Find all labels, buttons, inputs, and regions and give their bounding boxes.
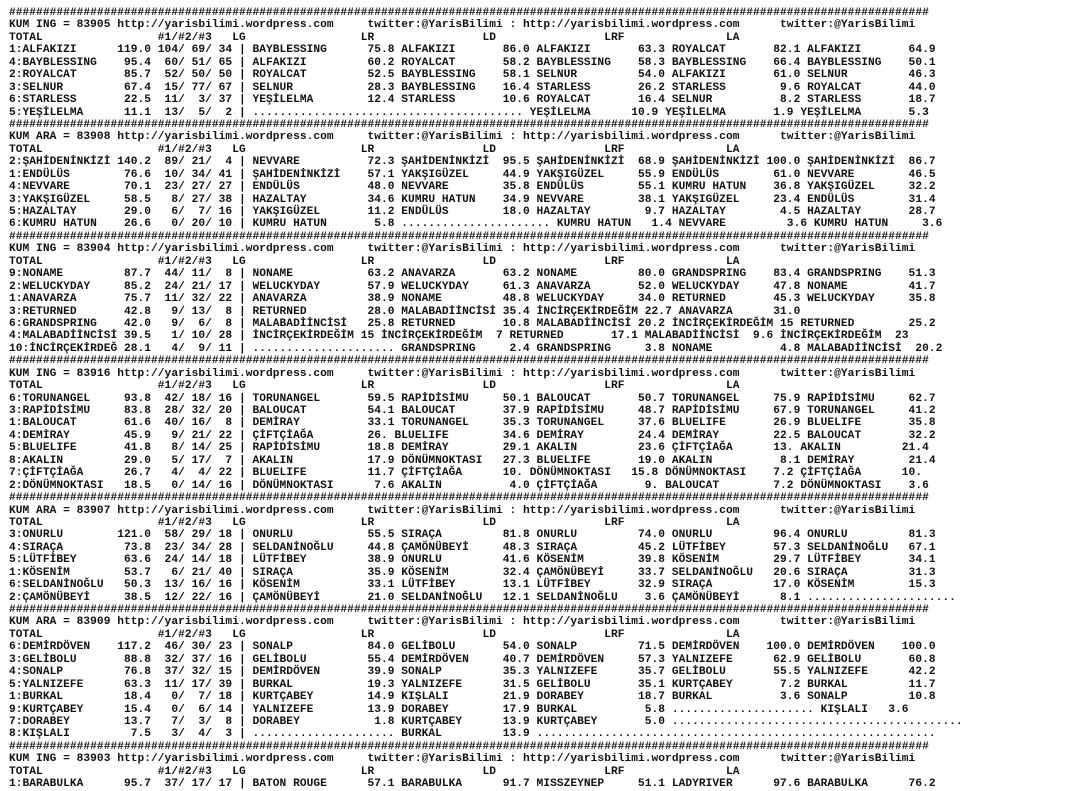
- table-row: 6:KUMRU HATUN 26.6 0/ 20/ 10 | KUMRU HATUN 5.8 ...................... KUMRU HATUN 1.4 NEVVARE 3.6 KUMRU HATUN 3.6: [9, 218, 943, 231]
- table-row: 2:ROYALCAT 85.7 52/ 50/ 50 | ROYALCAT 52.5 BAYBLESSING 58.1 SELNUR 54.0 ALFAKIZI 61.0 SELNUR 46.3: [9, 69, 936, 82]
- separator-line: ########################################################################################################################################: [9, 604, 929, 616]
- table-row: 6:TORUNANGEL 93.8 42/ 18/ 16 | TORUNANGEL 59.5 RAPİDİSİMU 50.1 BALOUCAT 50.7 TORUNANGEL 75.9 RAPİDİSİMU 62.7: [9, 392, 936, 405]
- column-header: TOTAL #1/#2/#3 LG LR LD LRF LA: [9, 255, 740, 268]
- table-row: 4:DEMİRAY 45.9 9/ 21/ 22 | ÇİFTÇİAĞA 26. BLUELIFE 34.6 DEMİRAY 24.4 DEMİRAY 22.5 BALOUCAT 32.2: [9, 429, 936, 442]
- separator-line: ########################################################################################################################################: [9, 118, 929, 131]
- table-row: 5:LÜTFİBEY 63.6 24/ 14/ 18 | LÜTFİBEY 38.9 ONURLU 41.6 KÖSENİM 39.8 KÖSENİM 29.7 LÜTFİBEY 34.1: [9, 554, 936, 567]
- separator-line: ########################################################################################################################################: [9, 355, 929, 368]
- table-row: 5:YALNIZEFE 63.3 11/ 17/ 39 | BURKAL 19.3 YALNIZEFE 31.5 GELİBOLU 35.1 KURTÇABEY 7.2 BURKAL 11.7: [9, 678, 936, 691]
- table-row: 1:ANAVARZA 75.7 11/ 32/ 22 | ANAVARZA 38.9 NONAME 48.8 WELUCKYDAY 34.0 RETURNED 45.3 WELUCKYDAY 35.8: [9, 293, 936, 306]
- race-header: KUM ING = 83904 http://yarisbilimi.wordpress.com twitter:@YarisBilimi : http://yarisbilimi.wordpress.com twitter:@YarisBilimi: [9, 243, 916, 256]
- table-row: 4:MALABADİİNCİSİ 39.5 1/ 10/ 28 | İNCİRÇEKİRDEĞİM 15 İNCİRÇEKİRDEĞİM 7 RETURNED 17.1 MALABADİİNCİSİ 9.6 İNCİRÇEKİRDEĞİM 23: [9, 330, 909, 343]
- column-header: TOTAL #1/#2/#3 LG LR LD LRF LA: [9, 516, 740, 529]
- table-row: 7:ÇİFTÇİAĞA 26.7 4/ 4/ 22 | BLUELIFE 11.7 ÇİFTÇİAĞA 10. DÖNÜMNOKTASI 15.8 DÖNÜMNOKTASI 7.2 ÇİFTÇİAĞA 10.: [9, 467, 923, 480]
- table-row: 5:YEŞİLELMA 11.1 13/ 5/ 2 | ........................................ YEŞİLELMA 10.9 YEŞİLELMA 1.9 YEŞİLELMA 5.3: [9, 106, 929, 119]
- table-row: 6:DEMİRDÖVEN 117.2 46/ 30/ 23 | SONALP 84.0 GELİBOLU 54.0 SONALP 71.5 DEMİRDÖVEN 100.0 DEMİRDÖVEN 100.0: [9, 641, 936, 654]
- table-row: 6:GRANDSPRING 42.0 9/ 6/ 8 | MALABADİİNCİSİ 25.8 RETURNED 10.8 MALABADİİNCİSİ 20.2 İNCİRÇEKİRDEĞİM 15 RETURNED 25.2: [9, 317, 936, 330]
- table-row: 3:RETURNED 42.8 9/ 13/ 8 | RETURNED 28.0 MALABADİİNCİSİ 35.4 İNCİRÇEKİRDEĞİM 22.7 ANAVARZA 31.0: [9, 305, 801, 318]
- separator-line: ########################################################################################################################################: [9, 7, 929, 19]
- table-row: 9:NONAME 87.7 44/ 11/ 8 | NONAME 63.2 ANAVARZA 63.2 NONAME 80.0 GRANDSPRING 83.4 GRANDSPRING 51.3: [9, 268, 936, 281]
- table-row: 1:KÖSENİM 53.7 6/ 21/ 40 | SIRAÇA 35.9 KÖSENİM 32.4 ÇAMÖNÜBEYİ 33.7 SELDANİNOĞLU 20.6 SIRAÇA 31.3: [9, 566, 936, 579]
- table-row: 1:ALFAKIZI 119.0 104/ 69/ 34 | BAYBLESSING 75.8 ALFAKIZI 86.0 ALFAKIZI 63.3 ROYALCAT 82.1 ALFAKIZI 64.9: [9, 44, 936, 57]
- table-row: 1:BARABULKA 95.7 37/ 17/ 17 | BATON ROUGE 57.1 BARABULKA 91.7 MISSZEYNEP 51.1 LADYRIVER 97.6 BARABULKA 76.2: [9, 778, 936, 791]
- race-header: KUM ARA = 83907 http://yarisbilimi.wordpress.com twitter:@YarisBilimi : http://yarisbilimi.wordpress.com twitter:@YarisBilimi: [9, 504, 916, 517]
- table-row: 7:DORABEY 13.7 7/ 3/ 8 | DORABEY 1.8 KURTÇABEY 13.9 KURTÇABEY 5.0 ...........................................: [9, 715, 963, 728]
- table-row: 5:BLUELIFE 41.8 8/ 14/ 25 | RAPİDİSİMU 18.8 DEMİRAY 29.1 AKALIN 23.6 ÇİFTÇİAĞA 13. AKALIN 21.4: [9, 442, 929, 455]
- race-header: KUM ARA = 83908 http://yarisbilimi.wordpress.com twitter:@YarisBilimi : http://yarisbilimi.wordpress.com twitter:@YarisBilimi: [9, 131, 916, 144]
- separator-line: ########################################################################################################################################: [9, 230, 929, 243]
- table-row: 6:SELDANİNOĞLU 50.3 13/ 16/ 16 | KÖSENİM 33.1 LÜTFİBEY 13.1 LÜTFİBEY 32.9 SIRAÇA 17.0 KÖSENİM 15.3: [9, 579, 936, 592]
- race-header: KUM ING = 83905 http://yarisbilimi.wordpress.com twitter:@YarisBilimi : http://yarisbilimi.wordpress.com twitter:@YarisBilimi: [9, 19, 916, 32]
- table-row: 10:İNCİRÇEKİRDEĞ 28.1 4/ 9/ 11 | ..................... GRANDSPRING 2.4 GRANDSPRING 3.8 NONAME 4.8 MALABADİİNCİSİ 20.2: [9, 342, 943, 355]
- table-row: 2:DÖNÜMNOKTASI 18.5 0/ 14/ 16 | DÖNÜMNOKTASI 7.6 AKALIN 4.0 ÇİFTÇİAĞA 9. BALOUCAT 7.2 DÖNÜMNOKTASI 3.6: [9, 479, 929, 492]
- table-row: 4:BAYBLESSING 95.4 60/ 51/ 65 | ALFAKIZI 60.2 ROYALCAT 58.2 BAYBLESSING 58.3 BAYBLESSING 66.4 BAYBLESSING 50.1: [9, 56, 936, 69]
- race-header: KUM ARA = 83909 http://yarisbilimi.wordpress.com twitter:@YarisBilimi : http://yarisbilimi.wordpress.com twitter:@YarisBilimi: [9, 616, 916, 629]
- column-header: TOTAL #1/#2/#3 LG LR LD LRF LA: [9, 765, 740, 778]
- table-row: 1:ENDÜLÜS 76.6 10/ 34/ 41 | ŞAHİDENİNKİZİ 57.1 YAKŞIGÜZEL 44.9 YAKŞIGÜZEL 55.9 ENDÜLÜS 61.0 NEVVARE 46.5: [9, 168, 936, 181]
- table-row: 4:SONALP 76.8 37/ 32/ 15 | DEMİRDÖVEN 39.9 SONALP 35.3 YALNIZEFE 35.7 GELİBOLU 55.5 YALNIZEFE 42.2: [9, 666, 936, 679]
- table-row: 6:STARLESS 22.5 11/ 3/ 37 | YEŞİLELMA 12.4 STARLESS 10.6 ROYALCAT 16.4 SELNUR 8.2 STARLESS 18.7: [9, 94, 936, 107]
- table-row: 3:SELNUR 67.4 15/ 77/ 67 | SELNUR 28.3 BAYBLESSING 16.4 STARLESS 26.2 STARLESS 9.6 ROYALCAT 44.0: [9, 81, 936, 94]
- race-header: KUM ING = 83903 http://yarisbilimi.wordpress.com twitter:@YarisBilimi : http://yarisbilimi.wordpress.com twitter:@YarisBilimi: [9, 753, 916, 766]
- table-row: 3:YAKŞIGÜZEL 58.5 8/ 27/ 38 | HAZALTAY 34.6 KUMRU HATUN 34.9 NEVVARE 38.1 YAKŞIGÜZEL 23.4 ENDÜLÜS 31.4: [9, 193, 936, 206]
- table-row: 2:ŞAHİDENİNKİZİ 140.2 89/ 21/ 4 | NEVVARE 72.3 ŞAHİDENİNKİZİ 95.5 ŞAHİDENİNKİZİ 68.9 ŞAHİDENİNKİZİ 100.0 ŞAHİDENİNKİZİ 86.7: [9, 156, 936, 169]
- table-row: 9:KURTÇABEY 15.4 0/ 6/ 14 | YALNIZEFE 13.9 DORABEY 17.9 BURKAL 5.8 ..................... KIŞLALI 3.6: [9, 703, 909, 716]
- table-row: 4:SIRAÇA 73.8 23/ 34/ 28 | SELDANİNOĞLU 44.8 ÇAMÖNÜBEYİ 48.3 SIRAÇA 45.2 LÜTFİBEY 57.3 SELDANİNOĞLU 67.1: [9, 541, 936, 554]
- separator-line: ########################################################################################################################################: [9, 740, 929, 753]
- column-header: TOTAL #1/#2/#3 LG LR LD LRF LA: [9, 143, 740, 156]
- table-row: 2:ÇAMÖNÜBEYİ 38.5 12/ 22/ 16 | ÇAMÖNÜBEYİ 21.0 SELDANİNOĞLU 12.1 SELDANİNOĞLU 3.6 ÇAMÖNÜBEYİ 8.1 ......................: [9, 591, 956, 604]
- table-row: 4:NEVVARE 70.1 23/ 27/ 27 | ENDÜLÜS 48.0 NEVVARE 35.8 ENDÜLÜS 55.1 KUMRU HATUN 36.8 YAKŞIGÜZEL 32.2: [9, 181, 936, 194]
- table-row: 8:AKALIN 29.0 5/ 17/ 7 | AKALIN 17.9 DÖNÜMNOKTASI 27.3 BLUELIFE 19.0 AKALIN 8.1 DEMİRAY 21.4: [9, 454, 936, 467]
- table-row: 2:WELUCKYDAY 85.2 24/ 21/ 17 | WELUCKYDAY 57.9 WELUCKYDAY 61.3 ANAVARZA 52.0 WELUCKYDAY 47.8 NONAME 41.7: [9, 280, 936, 293]
- table-row: 3:ONURLU 121.0 58/ 29/ 18 | ONURLU 55.5 SIRAÇA 81.8 ONURLU 74.0 ONURLU 96.4 ONURLU 81.3: [9, 529, 936, 542]
- column-header: TOTAL #1/#2/#3 LG LR LD LRF LA: [9, 31, 740, 44]
- table-row: 3:RAPİDİSİMU 83.8 28/ 32/ 20 | BALOUCAT 54.1 BALOUCAT 37.9 RAPİDİSİMU 48.7 RAPİDİSİMU 67.9 TORUNANGEL 41.2: [9, 405, 936, 417]
- table-row: 3:GELİBOLU 88.8 32/ 37/ 16 | GELİBOLU 55.4 DEMİRDÖVEN 40.7 DEMİRDÖVEN 57.3 YALNIZEFE 62.9 GELİBOLU 60.8: [9, 653, 936, 666]
- column-header: TOTAL #1/#2/#3 LG LR LD LRF LA: [9, 380, 740, 393]
- table-row: 8:KIŞLALI 7.5 3/ 4/ 3 | ..................... BURKAL 13.9 ...........................................................: [9, 728, 936, 741]
- race-header: KUM ING = 83916 http://yarisbilimi.wordpress.com twitter:@YarisBilimi : http://yarisbilimi.wordpress.com twitter:@YarisBilimi: [9, 367, 916, 380]
- separator-line: ########################################################################################################################################: [9, 492, 929, 505]
- table-row: 5:HAZALTAY 29.0 6/ 7/ 16 | YAKŞIGÜZEL 11.2 ENDÜLÜS 18.0 HAZALTAY 9.7 HAZALTAY 4.5 HAZALTAY 28.7: [9, 206, 936, 218]
- table-row: 1:BURKAL 18.4 0/ 7/ 18 | KURTÇABEY 14.9 KIŞLALI 21.9 DORABEY 18.7 BURKAL 3.6 SONALP 10.8: [9, 691, 936, 704]
- column-header: TOTAL #1/#2/#3 LG LR LD LRF LA: [9, 628, 740, 641]
- table-row: 1:BALOUCAT 61.6 40/ 16/ 8 | DEMİRAY 33.1 TORUNANGEL 35.3 TORUNANGEL 37.6 BLUELIFE 26.9 BLUELIFE 35.8: [9, 417, 936, 430]
